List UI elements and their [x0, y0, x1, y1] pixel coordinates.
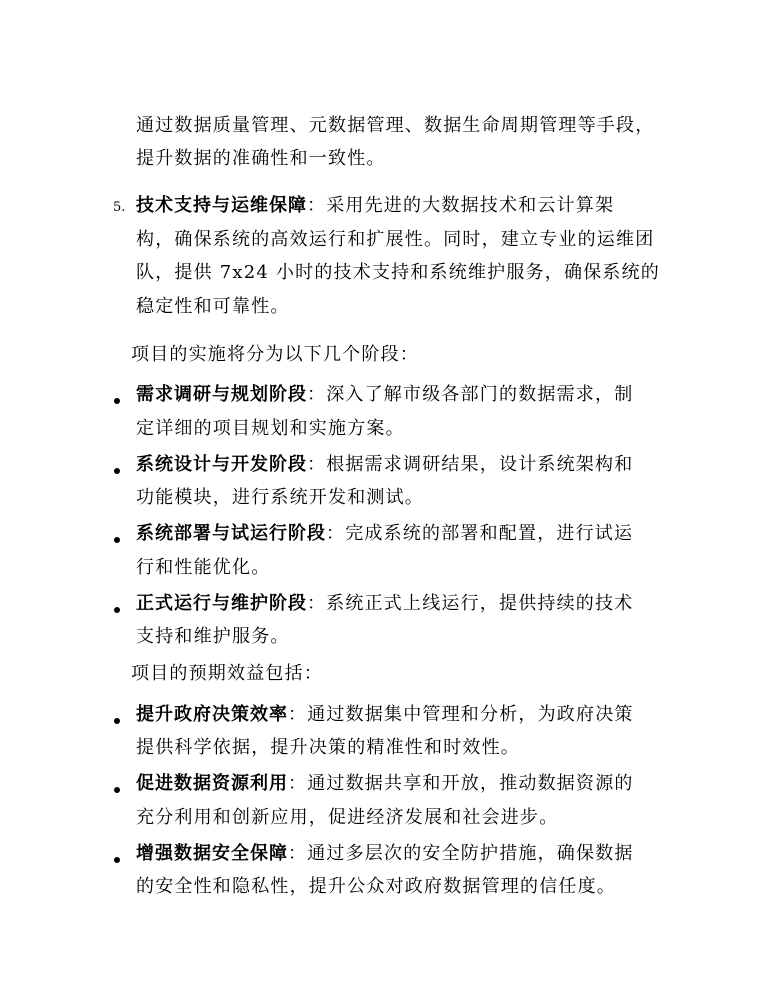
- intro-continuation-line-1: 通过数据质量管理、元数据管理、数据生命周期管理等手段，: [136, 115, 655, 136]
- phase-item-4-line-1: [136, 592, 633, 616]
- bullet-icon: [114, 468, 120, 474]
- benefit-item-3-line-2: 的安全性和隐私性，提升公众对政府数据管理的信任度。: [136, 876, 616, 897]
- benefit-item-3-title: 增强数据安全保障: [136, 843, 288, 864]
- benefit-item-2-line-2: 充分利用和创新应用，促进经济发展和社会进步。: [136, 807, 559, 828]
- list-number-5: 5.: [113, 200, 126, 215]
- numbered-item-5-text: ：采用先进的大数据技术和云计算架: [307, 195, 615, 216]
- phase-item-4-title: 正式运行与维护阶段: [136, 593, 307, 614]
- bullet-icon: [114, 787, 120, 793]
- phase-item-1-line-2: 定详细的项目规划和实施方案。: [136, 418, 405, 439]
- phase-item-3-title: 系统部署与试运行阶段: [136, 523, 326, 544]
- bullet-icon: [114, 857, 120, 863]
- numbered-item-5-line-3: 队，提供 7x24 小时的技术支持和系统维护服务，确保系统的: [136, 262, 660, 283]
- benefit-item-2-line-1: [136, 772, 634, 796]
- benefit-item-3-text: ：通过多层次的安全防护措施，确保数据: [288, 843, 634, 864]
- bullet-icon: [114, 607, 120, 613]
- benefit-item-3-line-1: [136, 842, 634, 866]
- phase-item-2-line-1: [136, 453, 633, 477]
- bullet-icon: [114, 718, 120, 724]
- phase-item-1-text: ：深入了解市级各部门的数据需求，制: [307, 384, 634, 405]
- phase-item-4-line-2: 支持和维护服务。: [136, 626, 290, 647]
- benefit-item-2-text: ：通过数据共享和开放，推动数据资源的: [288, 773, 634, 794]
- phases-intro: 项目的实施将分为以下几个阶段：: [131, 344, 419, 365]
- numbered-item-5-title: 技术支持与运维保障: [136, 195, 307, 216]
- phase-item-3-line-2: 行和性能优化。: [136, 557, 271, 578]
- benefit-item-1-line-2: 提供科学依据，提升决策的精准性和时效性。: [136, 737, 520, 758]
- benefit-item-1-title: 提升政府决策效率: [136, 704, 288, 725]
- phase-item-3-text: ：完成系统的部署和配置，进行试运: [326, 523, 634, 544]
- phase-item-4-text: ：系统正式上线运行，提供持续的技术: [307, 593, 634, 614]
- phase-item-2-text: ：根据需求调研结果，设计系统架构和: [307, 454, 634, 475]
- benefit-item-2-title: 促进数据资源利用: [136, 773, 288, 794]
- phase-item-3-line-1: [136, 522, 633, 546]
- phase-item-1-title: 需求调研与规划阶段: [136, 384, 307, 405]
- phase-item-1-line-1: [136, 383, 633, 407]
- phase-item-2-line-2: 功能模块，进行系统开发和测试。: [136, 487, 424, 508]
- bullet-icon: [114, 537, 120, 543]
- benefits-intro: 项目的预期效益包括：: [131, 663, 323, 684]
- numbered-item-5-line-1: [136, 194, 614, 218]
- phase-item-2-title: 系统设计与开发阶段: [136, 454, 307, 475]
- intro-continuation-line-2: 提升数据的准确性和一致性。: [136, 148, 386, 169]
- benefit-item-1-text: ：通过数据集中管理和分析，为政府决策: [288, 704, 634, 725]
- benefit-item-1-line-1: [136, 703, 634, 727]
- numbered-item-5-line-2: 构，确保系统的高效运行和扩展性。同时，建立专业的运维团: [136, 229, 655, 250]
- bullet-icon: [114, 398, 120, 404]
- numbered-item-5-line-4: 稳定性和可靠性。: [136, 296, 290, 317]
